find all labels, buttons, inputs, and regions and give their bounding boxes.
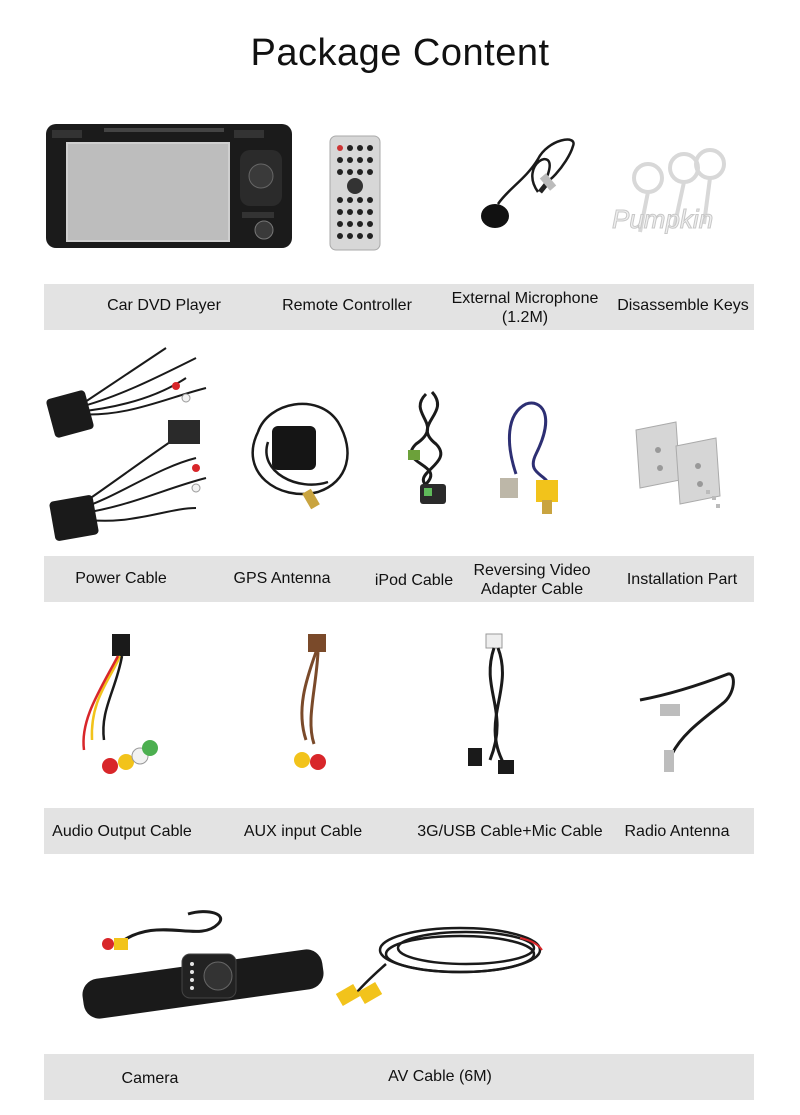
label-aux-input-cable: AUX input Cable — [243, 823, 363, 840]
label-reversing-video-adapter-cable: Reversing Video Adapter Cable — [473, 562, 591, 598]
label-gps-antenna: GPS Antenna — [233, 570, 331, 587]
reversing-video-adapter-cable-image — [496, 394, 576, 524]
gps-antenna-image — [238, 392, 358, 516]
page-title: Package Content — [250, 32, 550, 74]
label-remote-controller: Remote Controller — [282, 297, 412, 314]
aux-input-cable-image — [276, 630, 346, 780]
label-power-cable: Power Cable — [75, 570, 167, 587]
label-ipod-cable: iPod Cable — [374, 572, 454, 589]
ipod-cable-image — [396, 384, 456, 524]
label-disassemble-keys: Disassemble Keys — [617, 297, 749, 314]
radio-antenna-image — [632, 664, 742, 778]
label-audio-output-cable: Audio Output Cable — [52, 823, 192, 840]
remote-controller-image — [328, 134, 382, 252]
label-external-microphone: External Microphone (1.2M) — [451, 290, 599, 326]
label-camera: Camera — [121, 1070, 179, 1087]
external-microphone-image — [478, 134, 588, 239]
av-cable-image — [330, 908, 550, 1020]
power-cable-image — [46, 338, 216, 552]
installation-part-image — [606, 410, 736, 520]
pumpkin-watermark: Pumpkin — [612, 204, 714, 234]
usb-mic-cable-image — [460, 630, 530, 780]
audio-output-cable-image — [70, 630, 160, 790]
label-av-cable: AV Cable (6M) — [388, 1068, 492, 1085]
label-car-dvd-player: Car DVD Player — [107, 297, 221, 314]
label-installation-part: Installation Part — [626, 571, 738, 588]
label-usb-mic-cable: 3G/USB Cable+Mic Cable — [417, 823, 603, 840]
label-radio-antenna: Radio Antenna — [624, 823, 730, 840]
camera-image — [78, 904, 328, 1014]
car-dvd-player-image — [44, 120, 294, 252]
